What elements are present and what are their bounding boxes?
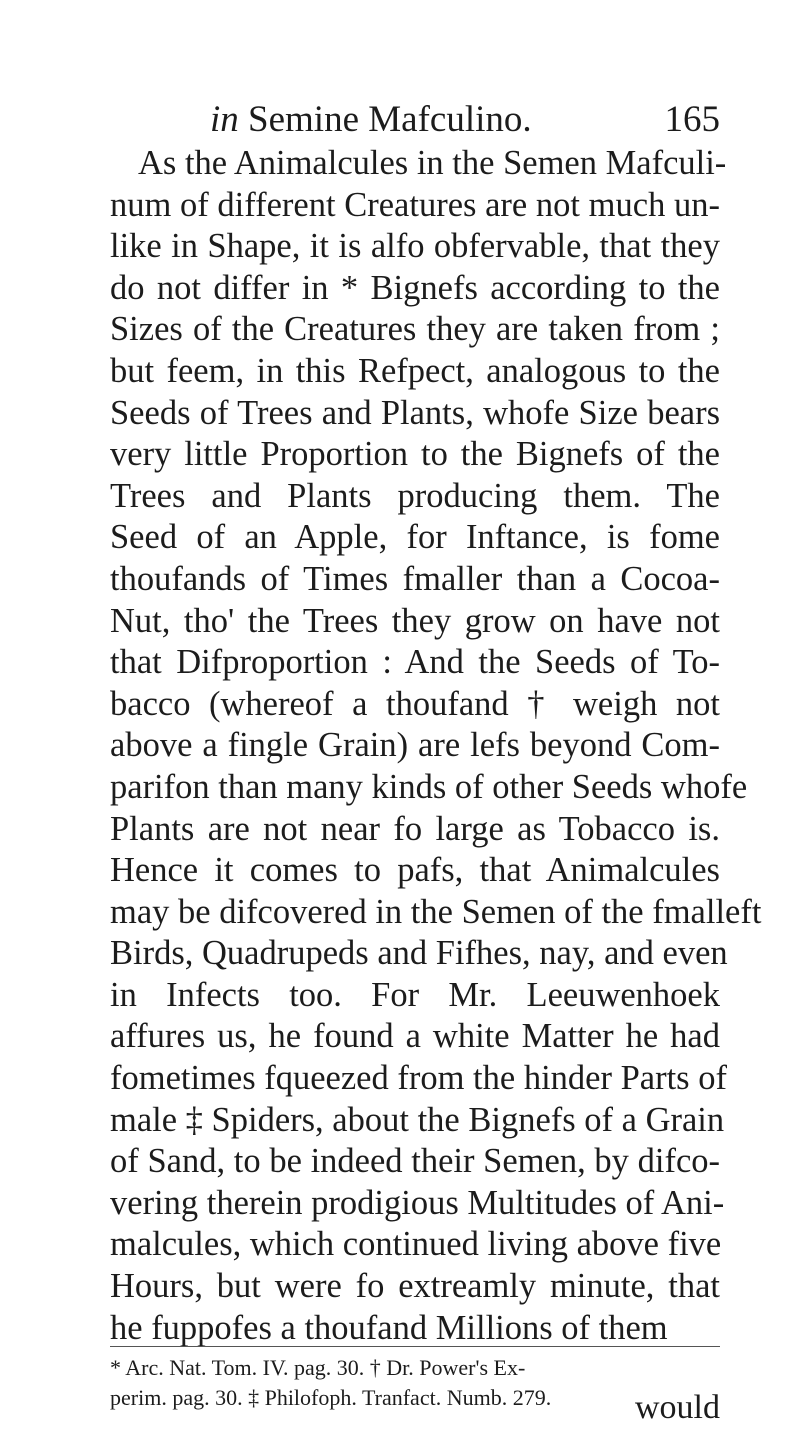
footnote xyxy=(110,1353,720,1413)
running-head-italic: in xyxy=(210,99,239,140)
text-line: Seed of an Apple, for Inftance, is fome xyxy=(110,518,720,557)
footnote-line: perim. pag. 30. ‡ Philofoph. Tranfact. Numb. 279. xyxy=(110,1385,552,1410)
text-line: parifon than many kinds of other Seeds whofe xyxy=(110,767,748,806)
text-line: Seeds of Trees and Plants, whofe Size bears xyxy=(110,393,720,432)
running-head-text: Semine Mafculino. xyxy=(238,99,532,140)
text-line: in Infects too. For Mr. Leeuwenhoek xyxy=(110,975,720,1014)
text-line: Hours, but were fo extreamly minute, that xyxy=(110,1267,720,1306)
text-line: male ‡ Spiders, about the Bignefs of a Grain xyxy=(110,1100,725,1139)
catchword: would xyxy=(635,1389,720,1426)
text-line: but feem, in this Refpect, analogous to the xyxy=(110,351,720,390)
page-header xyxy=(110,100,720,140)
text-line: vering therein prodigious Multitudes of Ani- xyxy=(110,1183,725,1222)
text-line: Hence it comes to pafs, that Animalcules xyxy=(110,851,720,890)
footnote-line: * Arc. Nat. Tom. IV. pag. 30. † Dr. Power's Ex- xyxy=(110,1355,526,1380)
text-line: num of different Creatures are not much un- xyxy=(110,185,720,224)
text-line: Nut, tho' the Trees they grow on have not xyxy=(110,601,720,640)
text-line: like in Shape, it is alfo obfervable, that they xyxy=(110,227,720,266)
page-number: 165 xyxy=(664,99,720,140)
text-line: As the Animalcules in the Semen Mafculi- xyxy=(138,144,727,182)
text-line: do not differ in * Bignefs according to the xyxy=(110,268,720,307)
text-line: Birds, Quadrupeds and Fifhes, nay, and even xyxy=(110,934,728,973)
text-line: fometimes fqueezed from the hinder Parts of xyxy=(110,1059,727,1098)
text-line: Sizes of the Creatures they are taken from ; xyxy=(110,310,720,349)
text-line: affures us, he found a white Matter he had xyxy=(110,1017,720,1056)
text-line: bacco (whereof a thoufand † weigh not xyxy=(110,684,720,723)
text-line: malcules, which continued living above five xyxy=(110,1225,722,1264)
text-line: thoufands of Times fmaller than a Cocoa- xyxy=(110,559,720,598)
text-line: of Sand, to be indeed their Semen, by difco- xyxy=(110,1142,720,1181)
footnote-rule xyxy=(110,1346,720,1347)
body-text xyxy=(110,143,762,1349)
text-line: may be difcovered in the Semen of the fmalleft xyxy=(110,892,762,931)
text-line: that Difproportion : And the Seeds of To- xyxy=(110,643,720,682)
text-line: above a fingle Grain) are lefs beyond Com- xyxy=(110,726,720,765)
text-line: he fuppofes a thoufand Millions of them xyxy=(110,1308,668,1347)
text-line: very little Proportion to the Bignefs of the xyxy=(110,435,720,474)
text-line: Plants are not near fo large as Tobacco is. xyxy=(110,809,720,848)
running-head xyxy=(210,100,532,140)
text-line: Trees and Plants producing them. The xyxy=(110,476,720,515)
